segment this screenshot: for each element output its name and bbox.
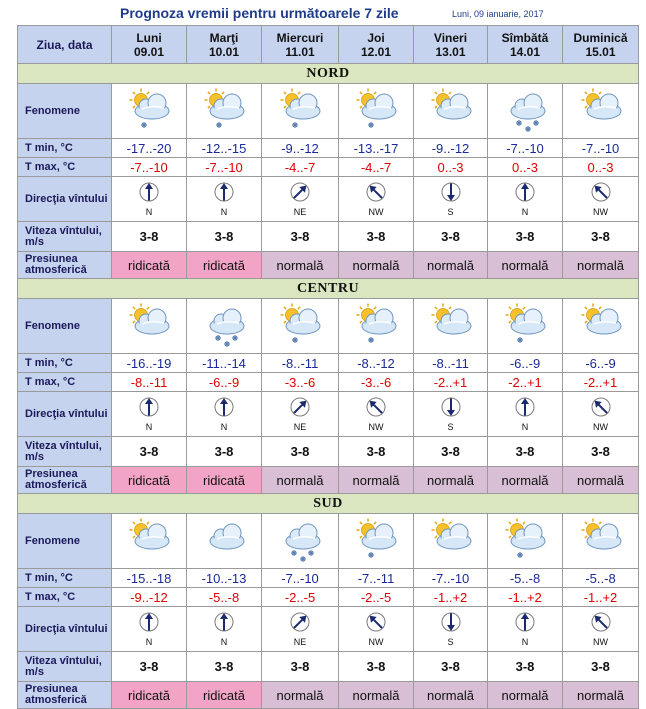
day-header bbox=[563, 26, 639, 64]
wind-direction-label: N bbox=[220, 422, 228, 432]
sun-cloud-icon bbox=[112, 300, 186, 353]
pressure-value: normală bbox=[414, 467, 488, 494]
wind-arrow-icon bbox=[488, 396, 562, 420]
tmax-value: -3..-6 bbox=[262, 373, 339, 392]
tmax-value: -5..-8 bbox=[187, 588, 262, 607]
pressure-value: normală bbox=[414, 252, 488, 279]
tmax-value: -1..+2 bbox=[414, 588, 488, 607]
header-row bbox=[18, 26, 639, 64]
wind-direction-cell bbox=[262, 607, 339, 652]
weather-cell bbox=[563, 299, 639, 354]
wind-direction-label: NW bbox=[368, 422, 384, 432]
wind-direction-cell bbox=[187, 392, 262, 437]
weather-cell bbox=[112, 514, 187, 569]
tmin-value: -7..-11 bbox=[339, 569, 414, 588]
tmax-value: -4..-7 bbox=[262, 158, 339, 177]
region-row bbox=[18, 494, 639, 514]
sun-cloud-snow-icon bbox=[187, 85, 261, 138]
sun-cloud-icon bbox=[414, 515, 487, 568]
pressure-value: normală bbox=[262, 252, 339, 279]
row-label-tmax: T max, °C bbox=[18, 158, 112, 177]
wind-direction-cell bbox=[563, 392, 639, 437]
tmax-value: -7..-10 bbox=[112, 158, 187, 177]
wind-direction-cell bbox=[488, 392, 563, 437]
wind-speed-value: 3-8 bbox=[563, 222, 639, 252]
wind-arrow-icon bbox=[488, 611, 562, 635]
day-date: 13.01 bbox=[435, 44, 466, 59]
wind-direction-cell bbox=[488, 607, 563, 652]
tmin-row bbox=[18, 569, 639, 588]
tmax-value: -2..+1 bbox=[488, 373, 563, 392]
wind-speed-value: 3-8 bbox=[262, 222, 339, 252]
weather-cell bbox=[488, 84, 563, 139]
wind-direction-cell bbox=[339, 607, 414, 652]
row-label-fenomene: Fenomene bbox=[18, 299, 112, 354]
day-name: Duminică bbox=[573, 30, 628, 45]
wind-direction-label: N bbox=[145, 637, 153, 647]
wind-speed-value: 3-8 bbox=[488, 652, 563, 682]
tmax-value: 0..-3 bbox=[563, 158, 639, 177]
pressure-value: ridicată bbox=[112, 467, 187, 494]
cloud-snow-icon bbox=[187, 300, 261, 353]
tmax-value: -9..-12 bbox=[112, 588, 187, 607]
weather-cell bbox=[187, 514, 262, 569]
wind-arrow-icon bbox=[187, 396, 261, 420]
wind-direction-label: S bbox=[447, 637, 454, 647]
wind-direction-cell bbox=[414, 392, 488, 437]
weather-cell bbox=[339, 514, 414, 569]
wind-direction-cell bbox=[262, 177, 339, 222]
day-name: Marţi bbox=[209, 30, 239, 45]
wind-direction-label: N bbox=[220, 637, 228, 647]
wind-direction-cell bbox=[112, 392, 187, 437]
header-label: Ziua, data bbox=[18, 26, 112, 64]
pressure-value: normală bbox=[262, 682, 339, 709]
day-date: 10.01 bbox=[208, 44, 240, 59]
row-label-viteza: Viteza vîntului, m/s bbox=[18, 437, 112, 467]
weather-cell bbox=[414, 84, 488, 139]
pressure-value: normală bbox=[414, 682, 488, 709]
day-header bbox=[262, 26, 339, 64]
wind-speed-row bbox=[18, 222, 639, 252]
date-stamp: Luni, 09 ianuarie, 2017 bbox=[452, 9, 544, 19]
wind-arrow-icon bbox=[262, 181, 338, 205]
sun-cloud-icon bbox=[563, 515, 638, 568]
wind-direction-label: N bbox=[521, 207, 529, 217]
tmax-value: -8..-11 bbox=[112, 373, 187, 392]
sun-cloud-snow-icon bbox=[262, 300, 338, 353]
tmax-value: -2..+1 bbox=[563, 373, 639, 392]
wind-direction-cell bbox=[488, 177, 563, 222]
tmax-row bbox=[18, 373, 639, 392]
pressure-value: ridicată bbox=[187, 682, 262, 709]
sun-cloud-snow-icon bbox=[339, 85, 413, 138]
day-date: 14.01 bbox=[509, 44, 541, 59]
row-label-tmin: T min, °C bbox=[18, 354, 112, 373]
wind-direction-label: NE bbox=[293, 637, 307, 647]
pressure-value: normală bbox=[339, 682, 414, 709]
wind-arrow-icon bbox=[563, 611, 638, 635]
wind-speed-value: 3-8 bbox=[112, 652, 187, 682]
day-header bbox=[187, 26, 262, 64]
pressure-value: normală bbox=[488, 682, 563, 709]
tmax-value: 0..-3 bbox=[488, 158, 563, 177]
wind-direction-label: N bbox=[220, 207, 228, 217]
tmin-value: -11..-14 bbox=[187, 354, 262, 373]
wind-direction-cell bbox=[112, 607, 187, 652]
wind-arrow-icon bbox=[112, 181, 186, 205]
wind-arrow-icon bbox=[112, 611, 186, 635]
wind-speed-value: 3-8 bbox=[563, 652, 639, 682]
pressure-value: normală bbox=[262, 467, 339, 494]
row-label-directia: Direcţia vîntului bbox=[18, 177, 112, 222]
wind-arrow-icon bbox=[488, 181, 562, 205]
row-label-fenomene: Fenomene bbox=[18, 84, 112, 139]
tmax-value: 0..-3 bbox=[414, 158, 488, 177]
cloud-snow-icon bbox=[262, 515, 338, 568]
weather-cell bbox=[187, 299, 262, 354]
tmax-value: -2..-5 bbox=[262, 588, 339, 607]
wind-speed-value: 3-8 bbox=[187, 652, 262, 682]
weather-cell bbox=[339, 299, 414, 354]
day-header bbox=[488, 26, 563, 64]
wind-direction-cell bbox=[187, 607, 262, 652]
day-name: Joi bbox=[367, 30, 385, 45]
day-header bbox=[112, 26, 187, 64]
wind-arrow-icon bbox=[339, 181, 413, 205]
weather-cell bbox=[488, 514, 563, 569]
row-label-presiunea: Presiunea atmosferică bbox=[18, 252, 112, 279]
row-label-viteza: Viteza vîntului, m/s bbox=[18, 222, 112, 252]
sun-cloud-icon bbox=[112, 515, 186, 568]
day-name: Luni bbox=[136, 30, 162, 45]
day-name: Vineri bbox=[433, 30, 468, 45]
sun-cloud-icon bbox=[563, 85, 638, 138]
wind-direction-label: S bbox=[447, 207, 454, 217]
tmin-value: -7..-10 bbox=[414, 569, 488, 588]
wind-direction-cell bbox=[112, 177, 187, 222]
wind-speed-value: 3-8 bbox=[488, 222, 563, 252]
tmax-value: -7..-10 bbox=[187, 158, 262, 177]
wind-arrow-icon bbox=[112, 396, 186, 420]
wind-arrow-icon bbox=[414, 181, 487, 205]
weather-cell bbox=[112, 299, 187, 354]
wind-direction-label: NW bbox=[593, 207, 608, 217]
tmin-row bbox=[18, 354, 639, 373]
weather-cell bbox=[563, 514, 639, 569]
wind-arrow-icon bbox=[262, 396, 338, 420]
tmin-value: -9..-12 bbox=[414, 139, 488, 158]
wind-direction-label: NW bbox=[368, 637, 384, 647]
wind-direction-cell bbox=[187, 177, 262, 222]
wind-arrow-icon bbox=[187, 181, 261, 205]
tmin-value: -7..-10 bbox=[488, 139, 563, 158]
pressure-value: normală bbox=[563, 252, 639, 279]
sun-cloud-icon bbox=[414, 85, 487, 138]
wind-direction-label: N bbox=[145, 207, 153, 217]
row-label-presiunea: Presiunea atmosferică bbox=[18, 682, 112, 709]
tmin-value: -7..-10 bbox=[262, 569, 339, 588]
tmax-value: -4..-7 bbox=[339, 158, 414, 177]
wind-direction-label: NE bbox=[293, 207, 307, 217]
tmin-value: -15..-18 bbox=[112, 569, 187, 588]
pressure-value: ridicată bbox=[187, 252, 262, 279]
weather-cell bbox=[262, 514, 339, 569]
wind-speed-value: 3-8 bbox=[339, 437, 414, 467]
wind-speed-value: 3-8 bbox=[262, 652, 339, 682]
weather-cell bbox=[563, 84, 639, 139]
tmin-value: -8..-11 bbox=[262, 354, 339, 373]
sun-cloud-snow-icon bbox=[339, 515, 413, 568]
wind-speed-value: 3-8 bbox=[339, 652, 414, 682]
wind-speed-value: 3-8 bbox=[187, 437, 262, 467]
wind-arrow-icon bbox=[339, 611, 413, 635]
wind-arrow-icon bbox=[563, 396, 638, 420]
tmax-row bbox=[18, 588, 639, 607]
tmax-value: -1..+2 bbox=[563, 588, 639, 607]
tmax-row bbox=[18, 158, 639, 177]
pressure-value: normală bbox=[339, 467, 414, 494]
sun-cloud-snow-icon bbox=[488, 300, 562, 353]
weather-cell bbox=[262, 299, 339, 354]
wind-direction-cell bbox=[414, 177, 488, 222]
fenomene-row bbox=[18, 514, 639, 569]
wind-direction-label: N bbox=[521, 637, 529, 647]
tmin-value: -7..-10 bbox=[563, 139, 639, 158]
tmin-value: -16..-19 bbox=[112, 354, 187, 373]
wind-direction-cell bbox=[563, 607, 639, 652]
tmin-value: -5..-8 bbox=[563, 569, 639, 588]
sun-cloud-snow-icon bbox=[112, 85, 186, 138]
day-date: 11.01 bbox=[285, 44, 315, 59]
wind-direction-label: NW bbox=[593, 637, 608, 647]
weather-cell bbox=[414, 514, 488, 569]
wind-speed-value: 3-8 bbox=[414, 437, 488, 467]
sun-cloud-snow-icon bbox=[488, 515, 562, 568]
tmin-value: -12..-15 bbox=[187, 139, 262, 158]
cloud-icon bbox=[187, 515, 261, 568]
tmin-value: -8..-11 bbox=[414, 354, 488, 373]
wind-arrow-icon bbox=[414, 396, 487, 420]
tmin-value: -8..-12 bbox=[339, 354, 414, 373]
wind-arrow-icon bbox=[187, 611, 261, 635]
tmin-value: -5..-8 bbox=[488, 569, 563, 588]
fenomene-row bbox=[18, 299, 639, 354]
cloud-snow-icon bbox=[488, 85, 562, 138]
wind-direction-cell bbox=[414, 607, 488, 652]
sun-cloud-icon bbox=[563, 300, 638, 353]
title-bar bbox=[0, 0, 646, 24]
pressure-value: normală bbox=[488, 252, 563, 279]
day-name: Miercuri bbox=[276, 30, 324, 45]
wind-speed-value: 3-8 bbox=[112, 222, 187, 252]
weather-cell bbox=[187, 84, 262, 139]
day-header bbox=[339, 26, 414, 64]
wind-arrow-icon bbox=[339, 396, 413, 420]
day-date: 12.01 bbox=[360, 44, 392, 59]
page-title: Prognoza vremii pentru următoarele 7 zile bbox=[120, 5, 399, 21]
wind-direction-cell bbox=[563, 177, 639, 222]
weather-cell bbox=[414, 299, 488, 354]
day-date: 15.01 bbox=[585, 44, 616, 59]
sun-cloud-icon bbox=[414, 300, 487, 353]
tmin-row bbox=[18, 139, 639, 158]
pressure-row bbox=[18, 252, 639, 279]
tmin-value: -6..-9 bbox=[563, 354, 639, 373]
pressure-value: ridicată bbox=[187, 467, 262, 494]
wind-direction-label: N bbox=[521, 422, 529, 432]
tmax-value: -6..-9 bbox=[187, 373, 262, 392]
day-name: Sîmbătă bbox=[501, 30, 549, 45]
row-label-tmax: T max, °C bbox=[18, 373, 112, 392]
wind-speed-row bbox=[18, 652, 639, 682]
region-row bbox=[18, 64, 639, 84]
tmax-value: -2..+1 bbox=[414, 373, 488, 392]
wind-arrow-icon bbox=[262, 611, 338, 635]
tmin-value: -6..-9 bbox=[488, 354, 563, 373]
wind-speed-value: 3-8 bbox=[339, 222, 414, 252]
wind-direction-row bbox=[18, 392, 639, 437]
pressure-row bbox=[18, 682, 639, 709]
weather-cell bbox=[339, 84, 414, 139]
row-label-viteza: Viteza vîntului, m/s bbox=[18, 652, 112, 682]
wind-direction-label: NW bbox=[368, 207, 384, 217]
pressure-value: normală bbox=[488, 467, 563, 494]
sun-cloud-snow-icon bbox=[262, 85, 338, 138]
wind-speed-value: 3-8 bbox=[112, 437, 187, 467]
tmin-value: -10..-13 bbox=[187, 569, 262, 588]
row-label-fenomene: Fenomene bbox=[18, 514, 112, 569]
tmin-value: -17..-20 bbox=[112, 139, 187, 158]
wind-direction-label: NE bbox=[293, 422, 307, 432]
pressure-value: ridicată bbox=[112, 682, 187, 709]
pressure-value: normală bbox=[563, 467, 639, 494]
tmin-value: -13..-17 bbox=[339, 139, 414, 158]
row-label-tmin: T min, °C bbox=[18, 569, 112, 588]
wind-arrow-icon bbox=[414, 611, 487, 635]
wind-speed-row bbox=[18, 437, 639, 467]
region-title: NORD bbox=[18, 64, 639, 84]
wind-speed-value: 3-8 bbox=[187, 222, 262, 252]
region-row bbox=[18, 279, 639, 299]
day-date: 09.01 bbox=[133, 44, 165, 59]
pressure-value: normală bbox=[563, 682, 639, 709]
wind-speed-value: 3-8 bbox=[262, 437, 339, 467]
weather-cell bbox=[488, 299, 563, 354]
wind-speed-value: 3-8 bbox=[414, 222, 488, 252]
row-label-presiunea: Presiunea atmosferică bbox=[18, 467, 112, 494]
weather-cell bbox=[262, 84, 339, 139]
wind-speed-value: 3-8 bbox=[488, 437, 563, 467]
row-label-tmin: T min, °C bbox=[18, 139, 112, 158]
row-label-tmax: T max, °C bbox=[18, 588, 112, 607]
tmax-value: -2..-5 bbox=[339, 588, 414, 607]
region-title: CENTRU bbox=[18, 279, 639, 299]
fenomene-row bbox=[18, 84, 639, 139]
wind-direction-row bbox=[18, 177, 639, 222]
region-title: SUD bbox=[18, 494, 639, 514]
day-header bbox=[414, 26, 488, 64]
wind-direction-label: S bbox=[447, 422, 454, 432]
forecast-table bbox=[17, 25, 639, 709]
tmin-value: -9..-12 bbox=[262, 139, 339, 158]
wind-arrow-icon bbox=[563, 181, 638, 205]
wind-direction-label: N bbox=[145, 422, 153, 432]
wind-direction-cell bbox=[339, 177, 414, 222]
wind-speed-value: 3-8 bbox=[563, 437, 639, 467]
pressure-value: normală bbox=[339, 252, 414, 279]
wind-direction-cell bbox=[339, 392, 414, 437]
wind-speed-value: 3-8 bbox=[414, 652, 488, 682]
sun-cloud-snow-icon bbox=[339, 300, 413, 353]
tmax-value: -1..+2 bbox=[488, 588, 563, 607]
row-label-directia: Direcţia vîntului bbox=[18, 392, 112, 437]
wind-direction-label: NW bbox=[593, 422, 608, 432]
wind-direction-row bbox=[18, 607, 639, 652]
pressure-value: ridicată bbox=[112, 252, 187, 279]
pressure-row bbox=[18, 467, 639, 494]
wind-direction-cell bbox=[262, 392, 339, 437]
weather-cell bbox=[112, 84, 187, 139]
tmax-value: -3..-6 bbox=[339, 373, 414, 392]
row-label-directia: Direcţia vîntului bbox=[18, 607, 112, 652]
